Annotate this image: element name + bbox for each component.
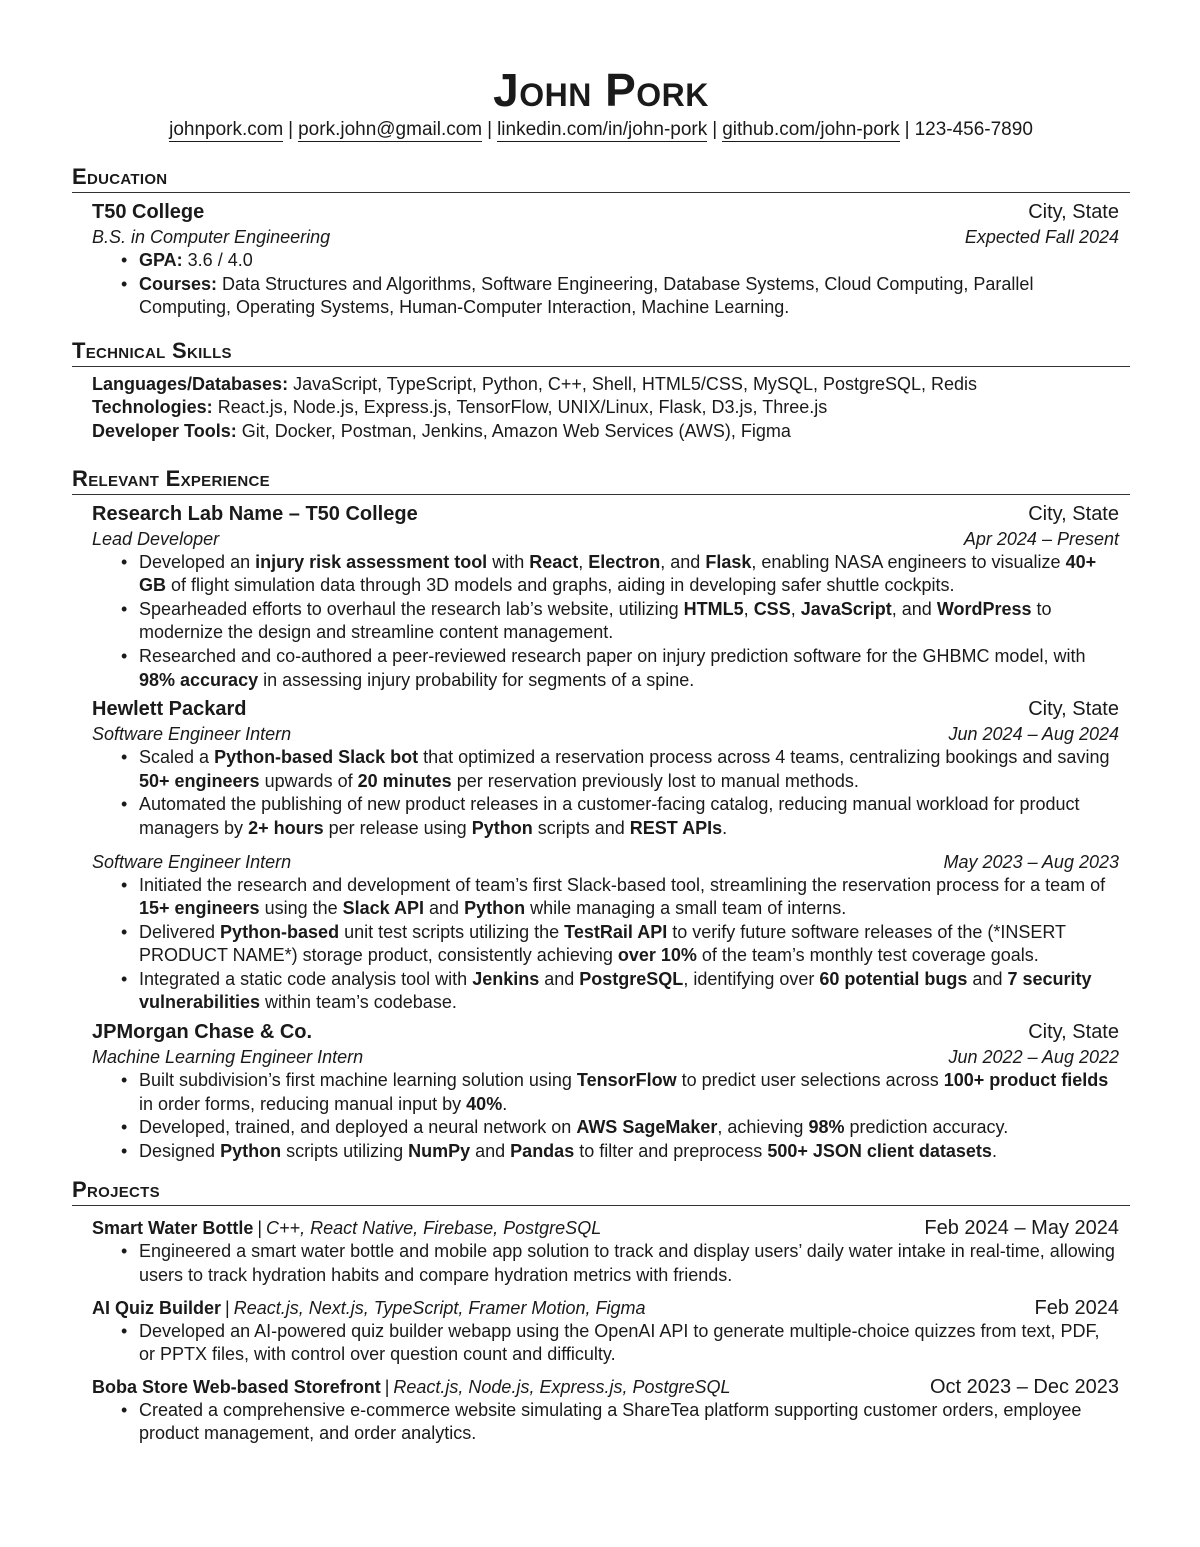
bullet-item bbox=[139, 921, 1119, 968]
skill-row bbox=[92, 396, 1119, 420]
text: and bbox=[967, 968, 1008, 989]
bold-text: Languages/Databases: bbox=[92, 373, 289, 394]
bold-text: Pandas bbox=[510, 1140, 575, 1161]
company-name: JPMorgan Chase & Co. bbox=[92, 1021, 313, 1044]
bold-text: 98% bbox=[808, 1117, 845, 1138]
bullet-item bbox=[139, 1140, 1119, 1164]
email-link[interactable]: pork.john@gmail.com bbox=[298, 119, 483, 140]
separator: | bbox=[288, 119, 294, 140]
company-location: City, State bbox=[1028, 698, 1119, 721]
separator: | bbox=[384, 1376, 390, 1397]
job-dates: Jun 2024 – Aug 2024 bbox=[948, 724, 1119, 745]
bold-text: 40% bbox=[466, 1093, 503, 1114]
bold-text: GPA: bbox=[139, 250, 183, 270]
bold-text: NumPy bbox=[408, 1140, 471, 1161]
project-date: Feb 2024 bbox=[1034, 1296, 1119, 1319]
bold-text: REST APIs bbox=[629, 817, 723, 838]
role-header bbox=[92, 1046, 1119, 1069]
contact-line bbox=[72, 118, 1130, 142]
bold-text: 20 minutes bbox=[357, 770, 452, 791]
bold-text: Python bbox=[471, 817, 533, 838]
job-title: Software Engineer Intern bbox=[92, 851, 292, 872]
bullet-item bbox=[139, 1240, 1119, 1287]
entry-header bbox=[92, 696, 1119, 723]
skills-list bbox=[72, 367, 1130, 444]
school-name: T50 College bbox=[92, 201, 205, 223]
text: Scaled a bbox=[139, 747, 215, 768]
text: within team’s codebase. bbox=[260, 992, 457, 1013]
bold-text: 100+ product fields bbox=[943, 1070, 1109, 1091]
bold-text: 50+ engineers bbox=[139, 770, 260, 791]
company-name: Hewlett Packard bbox=[92, 698, 247, 721]
role-header bbox=[92, 723, 1119, 746]
section-title-skills: Technical Skills bbox=[72, 338, 1130, 367]
bold-text: Jenkins bbox=[472, 968, 540, 989]
project-name: Smart Water Bottle bbox=[92, 1218, 254, 1239]
experience-entry bbox=[92, 501, 1119, 693]
text: Delivered bbox=[139, 921, 221, 942]
graduation-date: Expected Fall 2024 bbox=[964, 227, 1119, 247]
text: , identifying over bbox=[683, 968, 820, 989]
separator: | bbox=[257, 1218, 263, 1239]
bold-text: 60 potential bugs bbox=[819, 968, 968, 989]
job-title: Software Engineer Intern bbox=[92, 724, 292, 745]
linkedin-link[interactable]: linkedin.com/in/john-pork bbox=[497, 119, 708, 140]
text: and bbox=[470, 1140, 511, 1161]
bullet-item bbox=[139, 273, 1119, 320]
bold-text: TestRail API bbox=[564, 921, 668, 942]
text: Developed an bbox=[139, 551, 256, 572]
text: with bbox=[487, 551, 530, 572]
section-title-projects: Projects bbox=[72, 1177, 1130, 1206]
bullet-item bbox=[139, 968, 1119, 1015]
text: to filter and preprocess bbox=[574, 1140, 768, 1161]
project-bullets bbox=[92, 1399, 1119, 1446]
project-name: AI Quiz Builder bbox=[92, 1297, 222, 1318]
text: , bbox=[790, 598, 801, 619]
job-bullets bbox=[92, 1069, 1119, 1163]
text: JavaScript, TypeScript, Python, C++, Shell, HTML5/CSS, MySQL, PostgreSQL, Redis bbox=[288, 373, 978, 394]
text: Initiated the research and development of team’s first Slack-based tool, streamlining the reservation process for a team of bbox=[139, 874, 1106, 895]
project-header bbox=[92, 1375, 1119, 1399]
text: and bbox=[424, 898, 465, 919]
text: upwards of bbox=[259, 770, 358, 791]
text: . bbox=[991, 1140, 997, 1161]
bold-text: HTML5 bbox=[683, 598, 744, 619]
bullet-item bbox=[139, 1320, 1119, 1367]
website-link[interactable]: johnpork.com bbox=[169, 119, 284, 140]
company-location: City, State bbox=[1028, 1021, 1119, 1044]
text: , and bbox=[660, 551, 706, 572]
entry-header bbox=[92, 501, 1119, 528]
job-dates: Apr 2024 – Present bbox=[963, 528, 1119, 549]
bold-text: 500+ JSON client datasets bbox=[767, 1140, 992, 1161]
projects-section bbox=[72, 1177, 1130, 1446]
education-bullets bbox=[92, 249, 1119, 320]
text: in order forms, reducing manual input by bbox=[139, 1093, 467, 1114]
phone-number: 123-456-7890 bbox=[914, 119, 1033, 140]
text: , achieving bbox=[717, 1117, 809, 1138]
text: , bbox=[578, 551, 589, 572]
role-header bbox=[92, 528, 1119, 551]
bold-text: Python-based Slack bot bbox=[214, 747, 419, 768]
bold-text: 15+ engineers bbox=[139, 898, 260, 919]
project-stack: React.js, Node.js, Express.js, PostgreSQL bbox=[393, 1376, 731, 1397]
project-title bbox=[92, 1296, 645, 1320]
project-header bbox=[92, 1296, 1119, 1320]
bullet-item bbox=[139, 1116, 1119, 1140]
bullet-item bbox=[139, 874, 1119, 921]
skill-row bbox=[92, 373, 1119, 397]
bold-text: Electron bbox=[588, 551, 661, 572]
bold-text: injury risk assessment tool bbox=[255, 551, 488, 572]
job-bullets bbox=[92, 551, 1119, 693]
separator: | bbox=[225, 1297, 230, 1318]
skills-section bbox=[72, 338, 1130, 444]
bold-text: 98% accuracy bbox=[139, 669, 259, 690]
role-header bbox=[92, 851, 1119, 874]
bullet-item bbox=[139, 598, 1119, 645]
text: Data Structures and Algorithms, Software Engineering, Database Systems, Cloud Computing, Parallel Computing, Operating Systems, Human-Computer Interaction, Machine Learning. bbox=[139, 273, 1034, 318]
bullet-item bbox=[139, 249, 1119, 273]
text: React.js, Node.js, Express.js, TensorFlow, UNIX/Linux, Flask, D3.js, Three.js bbox=[212, 397, 828, 418]
text: . bbox=[722, 817, 728, 838]
bullet-item bbox=[139, 1069, 1119, 1116]
text: scripts utilizing bbox=[281, 1140, 409, 1161]
candidate-name: John Pork bbox=[493, 64, 709, 116]
text: . bbox=[502, 1093, 508, 1114]
project-header bbox=[92, 1216, 1119, 1240]
project-title bbox=[92, 1216, 601, 1240]
text: using the bbox=[259, 898, 343, 919]
project-stack: React.js, Next.js, TypeScript, Framer Motion, Figma bbox=[233, 1297, 646, 1318]
experience-list bbox=[72, 501, 1130, 1164]
text: per reservation previously lost to manual methods. bbox=[451, 770, 859, 791]
text: that optimized a reservation process across 4 teams, centralizing bookings and saving bbox=[418, 747, 1110, 768]
bold-text: React bbox=[529, 551, 579, 572]
text: Spearheaded efforts to overhaul the research lab’s website, utilizing bbox=[139, 598, 684, 619]
text: Researched and co-authored a peer-reviewed research paper on injury prediction software for the GHBMC model, with bbox=[139, 645, 1086, 666]
text: scripts and bbox=[532, 817, 630, 838]
text: Automated the publishing of new product releases in a customer-facing catalog, reducing manual workload for product managers by bbox=[139, 794, 1080, 838]
text: of the team’s monthly test coverage goals. bbox=[696, 945, 1039, 966]
entry-header bbox=[92, 1019, 1119, 1046]
text: while managing a small team of interns. bbox=[525, 898, 847, 919]
project-entry bbox=[92, 1296, 1119, 1367]
text: Developed, trained, and deployed a neural network on bbox=[139, 1117, 577, 1138]
resume-header bbox=[72, 62, 1130, 142]
bullet-item bbox=[139, 1399, 1119, 1446]
text: of flight simulation data through 3D models and graphs, aiding in developing safer shuttle cockpits. bbox=[166, 575, 955, 596]
bold-text: Flask bbox=[705, 551, 752, 572]
job-bullets bbox=[92, 746, 1119, 840]
separator: | bbox=[904, 119, 910, 140]
bold-text: Slack API bbox=[342, 898, 425, 919]
project-bullets bbox=[92, 1320, 1119, 1367]
bullet-item bbox=[139, 746, 1119, 793]
project-date: Feb 2024 – May 2024 bbox=[924, 1217, 1119, 1240]
project-entry bbox=[92, 1216, 1119, 1287]
bullet-item bbox=[139, 551, 1119, 598]
section-title-experience: Relevant Experience bbox=[72, 466, 1130, 495]
project-date: Oct 2023 – Dec 2023 bbox=[929, 1375, 1119, 1398]
bold-text: TensorFlow bbox=[576, 1070, 677, 1091]
skill-row bbox=[92, 420, 1119, 444]
bold-text: 2+ hours bbox=[248, 817, 324, 838]
job-dates: May 2023 – Aug 2023 bbox=[943, 851, 1119, 872]
text: , bbox=[743, 598, 754, 619]
bold-text: 7 security vulnerabilities bbox=[139, 968, 1092, 1013]
job-bullets bbox=[92, 874, 1119, 1016]
text: , and bbox=[891, 598, 937, 619]
bold-text: 40+ GB bbox=[139, 551, 1097, 596]
bold-text: Technologies: bbox=[92, 397, 213, 418]
text: 3.6 / 4.0 bbox=[182, 250, 253, 270]
text: in assessing injury probability for segments of a spine. bbox=[258, 669, 695, 690]
text: to verify future software releases of the (*INSERT PRODUCT NAME*) storage product, consistently achieving bbox=[139, 921, 1066, 966]
project-title bbox=[92, 1375, 731, 1399]
bold-text: JavaScript bbox=[800, 598, 892, 619]
text: Designed bbox=[139, 1140, 221, 1161]
separator: | bbox=[487, 119, 493, 140]
bold-text: over 10% bbox=[617, 945, 697, 966]
education-section bbox=[72, 164, 1130, 320]
text: Integrated a static code analysis tool with bbox=[139, 968, 473, 989]
github-link[interactable]: github.com/john-pork bbox=[722, 119, 900, 140]
education-entry bbox=[92, 199, 1119, 320]
text: to predict user selections across bbox=[676, 1070, 944, 1091]
experience-section bbox=[72, 466, 1130, 1164]
text: , enabling NASA engineers to visualize bbox=[751, 551, 1066, 572]
job-title: Lead Developer bbox=[92, 528, 220, 549]
bold-text: Python-based bbox=[220, 921, 340, 942]
separator: | bbox=[712, 119, 718, 140]
bold-text: WordPress bbox=[936, 598, 1032, 619]
text: Built subdivision’s first machine learning solution using bbox=[139, 1070, 577, 1091]
text: Git, Docker, Postman, Jenkins, Amazon Web Services (AWS), Figma bbox=[236, 420, 791, 441]
experience-entry bbox=[92, 1019, 1119, 1163]
bullet-item bbox=[139, 645, 1119, 692]
bold-text: Python bbox=[464, 898, 526, 919]
job-title: Machine Learning Engineer Intern bbox=[92, 1047, 364, 1068]
project-bullets bbox=[92, 1240, 1119, 1287]
text: unit test scripts utilizing the bbox=[339, 921, 565, 942]
text: to modernize the design and streamline content management. bbox=[139, 598, 1052, 643]
text: per release using bbox=[323, 817, 472, 838]
text: prediction accuracy. bbox=[844, 1117, 1009, 1138]
company-name: Research Lab Name – T50 College bbox=[92, 502, 418, 525]
bold-text: Developer Tools: bbox=[92, 420, 237, 441]
text: Developed an AI-powered quiz builder webapp using the OpenAI API to generate multiple-choice quizzes from text, PDF, or PPTX files, with control over question count and difficulty. bbox=[139, 1320, 1100, 1365]
school-location: City, State bbox=[1028, 201, 1119, 223]
text: Created a comprehensive e-commerce website simulating a ShareTea platform supporting customer orders, employee product management, and order analytics. bbox=[139, 1399, 1082, 1444]
bold-text: AWS SageMaker bbox=[576, 1117, 718, 1138]
project-entry bbox=[92, 1375, 1119, 1446]
bold-text: Python bbox=[220, 1140, 282, 1161]
bold-text: Courses: bbox=[139, 273, 218, 294]
projects-list bbox=[72, 1216, 1130, 1446]
bold-text: CSS bbox=[753, 598, 791, 619]
job-dates: Jun 2022 – Aug 2022 bbox=[948, 1047, 1119, 1068]
bullet-item bbox=[139, 793, 1119, 840]
section-title-education: Education bbox=[72, 164, 1130, 193]
text: and bbox=[539, 968, 580, 989]
bold-text: PostgreSQL bbox=[579, 968, 684, 989]
project-name: Boba Store Web-based Storefront bbox=[92, 1376, 381, 1397]
text: Engineered a smart water bottle and mobile app solution to track and display users’ daily water intake in real-time, allowing users to track hydration habits and compare hydration metrics with friends. bbox=[139, 1241, 1115, 1286]
project-stack: C++, React Native, Firebase, PostgreSQL bbox=[266, 1218, 602, 1239]
experience-entry bbox=[92, 696, 1119, 1015]
company-location: City, State bbox=[1028, 502, 1119, 525]
degree: B.S. in Computer Engineering bbox=[92, 227, 331, 247]
